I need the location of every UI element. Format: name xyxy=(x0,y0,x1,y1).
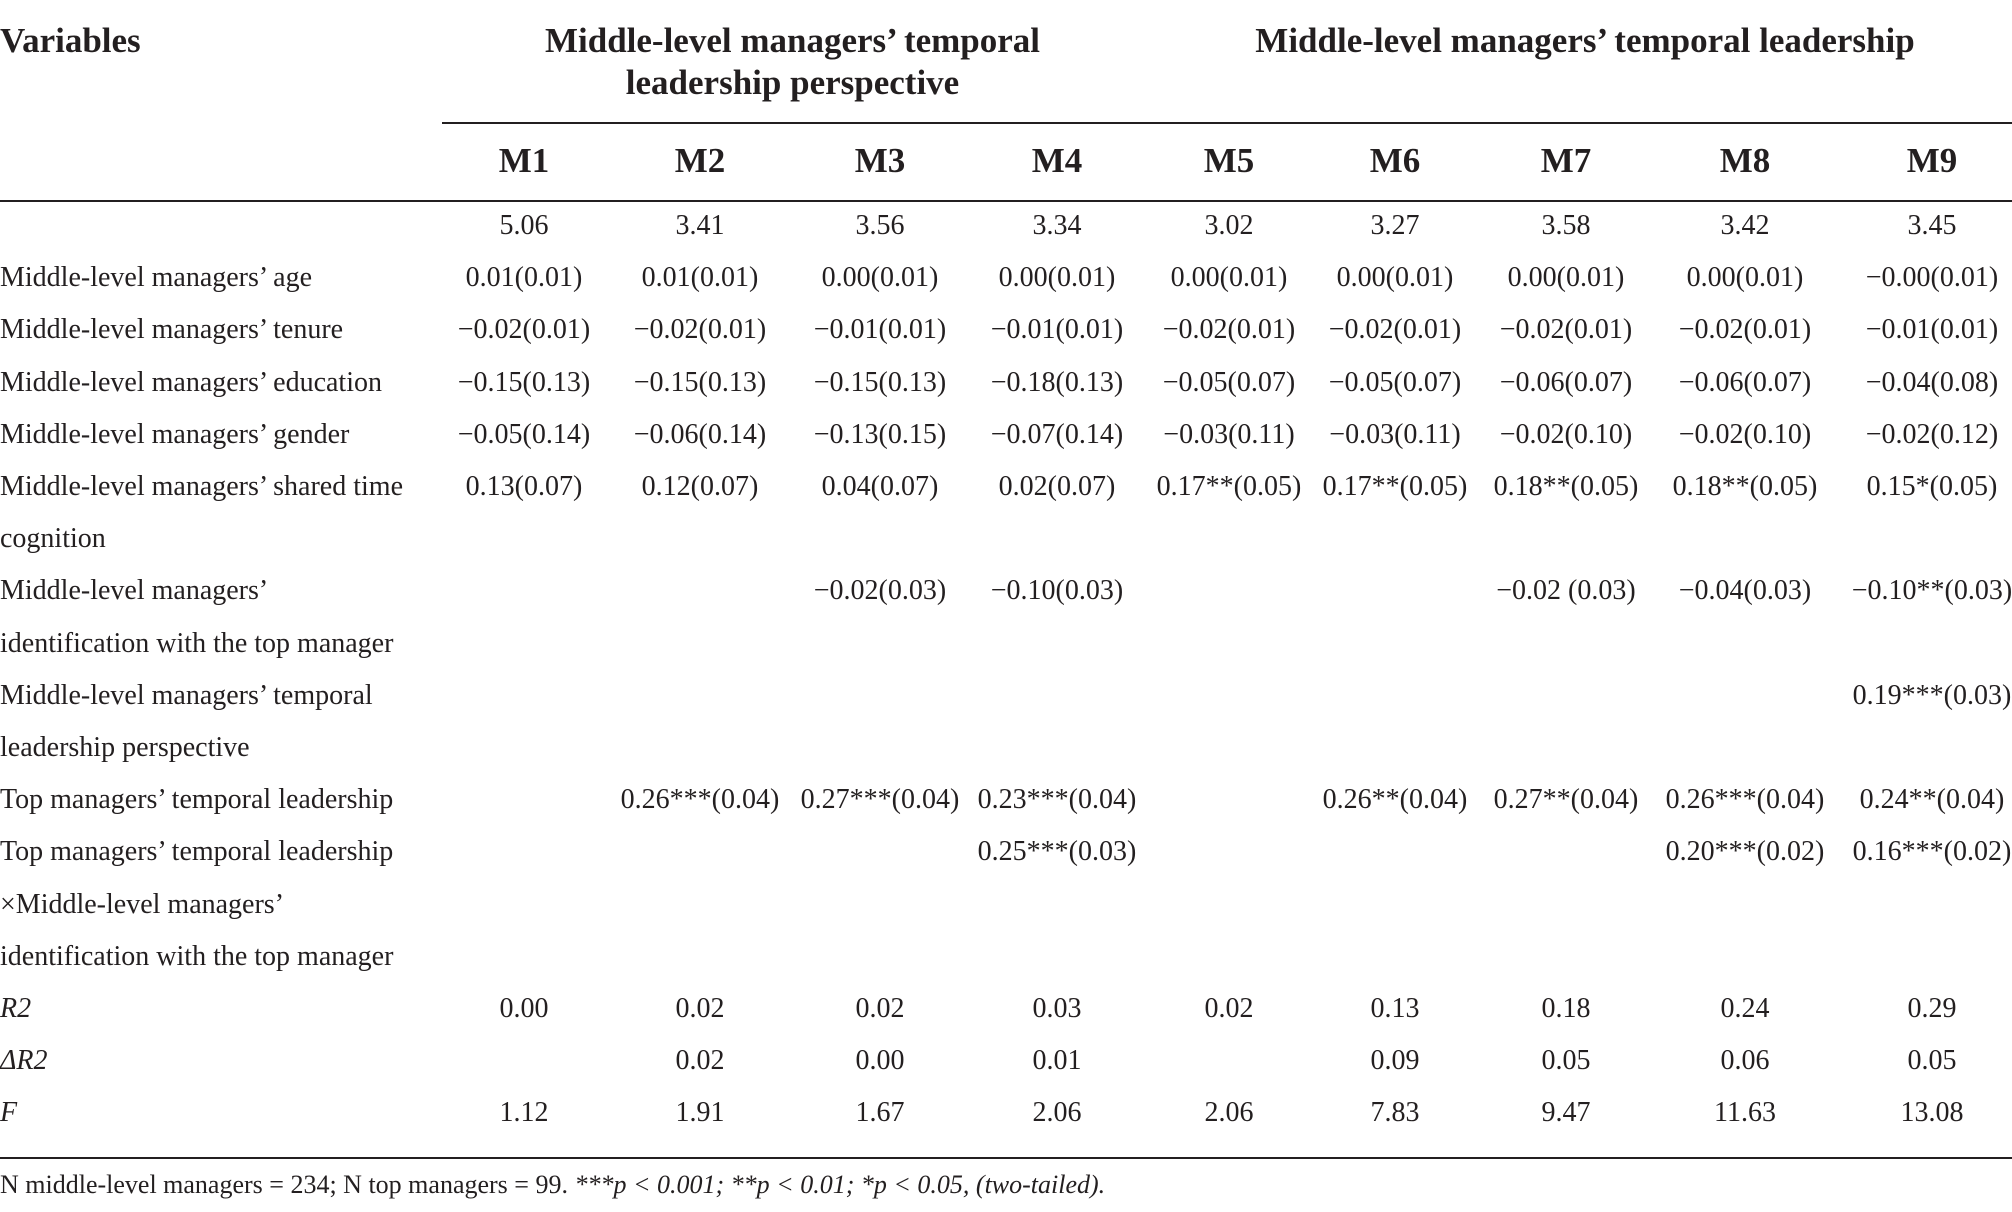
table-cell-m9: 0.16***(0.02) xyxy=(1852,836,2012,868)
table-cell-m2: 0.12(0.07) xyxy=(641,471,759,502)
table-cell-m4: −0.07(0.14) xyxy=(990,418,1124,450)
table-cell-m7: 0.05 xyxy=(1541,1045,1591,1077)
table-cell-m9: 0.05 xyxy=(1907,1045,1957,1077)
table-cell-m8: 0.24 xyxy=(1720,993,1770,1024)
model-header-m8: M8 xyxy=(1719,141,1771,180)
table-cell-m5: −0.02(0.01) xyxy=(1162,314,1296,346)
table-cell-m9: −0.02(0.12) xyxy=(1865,418,1999,450)
table-cell-m8: 0.00(0.01) xyxy=(1686,262,1804,294)
table-cell-m6: 0.13 xyxy=(1370,993,1420,1024)
group-header-line: leadership perspective xyxy=(625,63,960,102)
table-cell-m4: 0.01 xyxy=(1032,1045,1082,1077)
table-cell-m3: 0.02 xyxy=(855,993,905,1024)
model-header-m6: M6 xyxy=(1369,141,1421,180)
model-header-m5: M5 xyxy=(1203,141,1255,180)
table-cell-m8: 0.06 xyxy=(1720,1045,1770,1077)
table-cell-m5: 0.00(0.01) xyxy=(1170,262,1288,294)
group-header-line: Middle-level managers’ temporal xyxy=(544,21,1041,60)
table-cell-m2: 1.91 xyxy=(675,1097,725,1129)
table-cell-m9: −0.01(0.01) xyxy=(1865,314,1999,346)
table-cell-m1: 0.13(0.07) xyxy=(465,471,583,502)
table-cell-m9: 0.19***(0.03) xyxy=(1852,679,2012,711)
table-cell-m9: −0.04(0.08) xyxy=(1865,366,1999,398)
table-cell-m9: 0.15*(0.05) xyxy=(1866,471,1998,502)
table-cell-m4: 3.34 xyxy=(1032,210,1082,241)
table-cell-m4: −0.01(0.01) xyxy=(990,314,1124,346)
table-cell-m7: 3.58 xyxy=(1541,210,1591,241)
table-cell-m4: 2.06 xyxy=(1032,1097,1082,1129)
group-header-temporal-leadership: Middle-level managers’ temporal leadership xyxy=(1255,21,1915,60)
table-cell-m6: −0.05(0.07) xyxy=(1328,366,1462,398)
table-cell-m6: 0.00(0.01) xyxy=(1336,262,1454,294)
table-cell-m5: −0.03(0.11) xyxy=(1163,418,1295,450)
table-cell-m8: 0.26***(0.04) xyxy=(1665,784,1825,816)
row-label: R2 xyxy=(0,993,32,1024)
row-label: Middle-level managers’ temporal xyxy=(0,679,373,711)
table-cell-m1: 0.00 xyxy=(499,993,549,1024)
table-cell-m9: 0.24**(0.04) xyxy=(1859,784,2005,816)
table-cell-m5: −0.05(0.07) xyxy=(1162,366,1296,398)
note-significance: ***p < 0.001; **p < 0.01; *p < 0.05, (two-tailed). xyxy=(574,1170,1106,1199)
table-cell-m5: 0.17**(0.05) xyxy=(1156,471,1302,502)
table-cell-m7: 0.18 xyxy=(1541,993,1591,1024)
table-cell-m5: 3.02 xyxy=(1204,210,1254,241)
table-cell-m3: −0.15(0.13) xyxy=(813,366,947,398)
table-cell-m9: −0.00(0.01) xyxy=(1865,262,1999,294)
table-note xyxy=(0,1165,1105,1205)
table-cell-m4: −0.10(0.03) xyxy=(990,575,1124,607)
table-cell-m7: −0.02(0.01) xyxy=(1499,314,1633,346)
table-cell-m1: 5.06 xyxy=(499,210,549,241)
table-cell-m3: −0.01(0.01) xyxy=(813,314,947,346)
table-cell-m4: 0.00(0.01) xyxy=(998,262,1116,294)
table-cell-m4: 0.23***(0.04) xyxy=(977,784,1137,816)
table-cell-m7: −0.02 (0.03) xyxy=(1496,575,1636,607)
model-header-m2: M2 xyxy=(674,141,726,180)
table-cell-m9: 0.29 xyxy=(1907,993,1957,1024)
table-cell-m1: −0.15(0.13) xyxy=(457,366,591,398)
table-cell-m4: 0.03 xyxy=(1032,993,1082,1024)
table-cell-m4: 0.25***(0.03) xyxy=(977,836,1137,868)
table-cell-m2: 0.02 xyxy=(675,993,725,1024)
table-cell-m7: 9.47 xyxy=(1541,1097,1591,1129)
table-cell-m3: 0.04(0.07) xyxy=(821,471,939,502)
table-cell-m8: −0.04(0.03) xyxy=(1678,575,1812,607)
table-cell-m7: 0.00(0.01) xyxy=(1507,262,1625,294)
table-cell-m9: 3.45 xyxy=(1907,210,1957,241)
row-label: identification with the top manager xyxy=(0,627,394,659)
table-cell-m7: −0.06(0.07) xyxy=(1499,366,1633,398)
row-label: Middle-level managers’ education xyxy=(0,366,382,398)
model-header-m4: M4 xyxy=(1031,141,1083,180)
row-label: cognition xyxy=(0,523,106,555)
table-cell-m8: −0.02(0.01) xyxy=(1678,314,1812,346)
table-cell-m7: −0.02(0.10) xyxy=(1499,418,1633,450)
table-cell-m1: −0.05(0.14) xyxy=(457,418,591,450)
table-cell-m2: 3.41 xyxy=(675,210,725,241)
table-cell-m8: 0.20***(0.02) xyxy=(1665,836,1825,868)
table-cell-m3: −0.02(0.03) xyxy=(813,575,947,607)
table-cell-m9: 13.08 xyxy=(1900,1097,1964,1129)
table-cell-m2: 0.01(0.01) xyxy=(641,262,759,294)
table-cell-m6: 0.17**(0.05) xyxy=(1322,471,1468,502)
row-label: Middle-level managers’ tenure xyxy=(0,314,344,346)
table-cell-m8: −0.06(0.07) xyxy=(1678,366,1812,398)
model-header-m1: M1 xyxy=(498,141,550,180)
table-cell-m6: 7.83 xyxy=(1370,1097,1420,1129)
table-cell-m8: 0.18**(0.05) xyxy=(1672,471,1818,502)
table-cell-m4: 0.02(0.07) xyxy=(998,471,1116,502)
row-label: Middle-level managers’ xyxy=(0,575,269,607)
table-cell-m1: −0.02(0.01) xyxy=(457,314,591,346)
table-cell-m2: 0.26***(0.04) xyxy=(620,784,780,816)
table-cell-m3: 0.00(0.01) xyxy=(821,262,939,294)
note-text: N middle-level managers = 234; N top managers = 99. xyxy=(0,1170,575,1199)
row-label: Middle-level managers’ gender xyxy=(0,418,350,450)
variables-header: Variables xyxy=(0,21,141,60)
table-cell-m6: −0.03(0.11) xyxy=(1329,418,1461,450)
table-cell-m1: 0.01(0.01) xyxy=(465,262,583,294)
table-cell-m7: 0.27**(0.04) xyxy=(1493,784,1639,816)
row-label: ×Middle-level managers’ xyxy=(0,888,285,920)
table-cell-m2: −0.15(0.13) xyxy=(633,366,767,398)
model-header-m3: M3 xyxy=(854,141,906,180)
table-cell-m7: 0.18**(0.05) xyxy=(1493,471,1639,502)
table-cell-m2: −0.02(0.01) xyxy=(633,314,767,346)
table-cell-m3: 3.56 xyxy=(855,210,905,241)
table-cell-m2: 0.02 xyxy=(675,1045,725,1077)
row-label: Middle-level managers’ shared time xyxy=(0,471,403,502)
group-header-temporal-leadership-perspective xyxy=(450,20,1135,104)
table-cell-m8: 11.63 xyxy=(1714,1097,1776,1129)
table-cell-m3: −0.13(0.15) xyxy=(813,418,947,450)
table-cell-m4: −0.18(0.13) xyxy=(990,366,1124,398)
model-header-m7: M7 xyxy=(1540,141,1592,180)
row-label: Top managers’ temporal leadership xyxy=(0,784,394,816)
header-rule xyxy=(442,122,2012,124)
table-cell-m6: −0.02(0.01) xyxy=(1328,314,1462,346)
table-cell-m3: 0.00 xyxy=(855,1045,905,1077)
model-header-m9: M9 xyxy=(1906,141,1958,180)
table-cell-m3: 0.27***(0.04) xyxy=(800,784,960,816)
row-label: ΔR2 xyxy=(0,1045,48,1077)
table-cell-m8: −0.02(0.10) xyxy=(1678,418,1812,450)
table-cell-m8: 3.42 xyxy=(1720,210,1770,241)
bottom-rule xyxy=(0,1157,2012,1159)
table-cell-m5: 2.06 xyxy=(1204,1097,1254,1129)
table-cell-m6: 0.09 xyxy=(1370,1045,1420,1077)
row-label: Middle-level managers’ age xyxy=(0,262,313,294)
table-cell-m3: 1.67 xyxy=(855,1097,905,1129)
table-cell-m6: 3.27 xyxy=(1370,210,1420,241)
table-cell-m2: −0.06(0.14) xyxy=(633,418,767,450)
row-label: identification with the top manager xyxy=(0,940,394,972)
table-cell-m5: 0.02 xyxy=(1204,993,1254,1024)
table-cell-m6: 0.26**(0.04) xyxy=(1322,784,1468,816)
table-cell-m9: −0.10**(0.03) xyxy=(1851,575,2012,607)
row-label: leadership perspective xyxy=(0,732,250,763)
row-label: Top managers’ temporal leadership xyxy=(0,836,394,868)
table-cell-m1: 1.12 xyxy=(499,1097,549,1129)
row-label: F xyxy=(0,1097,18,1129)
